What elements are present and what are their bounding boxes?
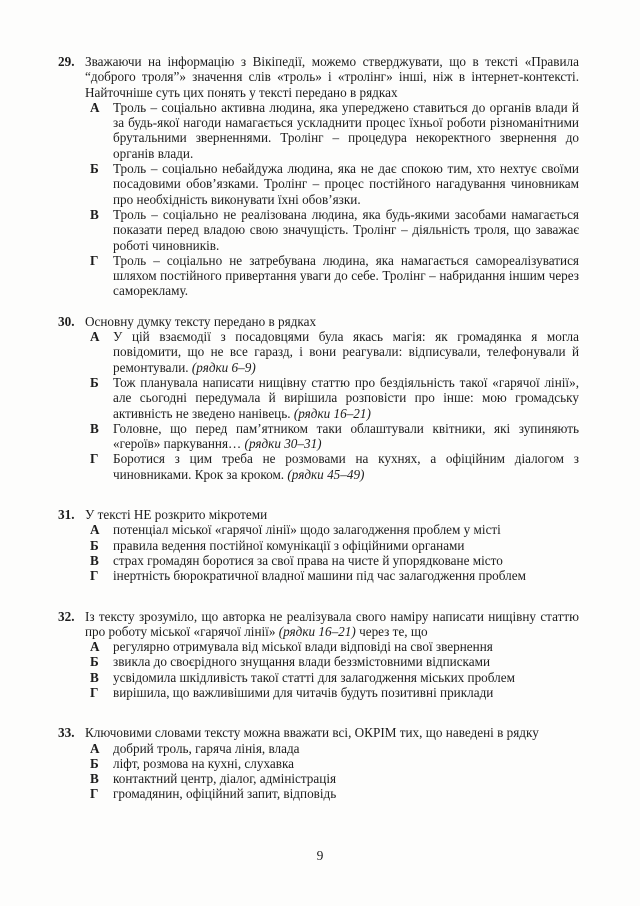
option-text-main: регулярно отримувала від міської влади відповіді на свої звернення [113, 639, 493, 655]
option-text [113, 685, 579, 700]
option-letter: Г [90, 568, 99, 584]
option-text [113, 207, 579, 253]
stem-text-after: через те, що [355, 623, 428, 639]
stem-line-ref: (рядки 16–21) [278, 623, 356, 639]
answer-option-b [85, 375, 579, 421]
option-text [113, 553, 579, 568]
option-text [113, 741, 579, 756]
option-letter: А [90, 740, 100, 756]
option-text-main: ліфт, розмова на кухні, слухавка [113, 755, 295, 771]
option-letter: Г [90, 451, 99, 467]
option-letter: Б [90, 374, 99, 390]
question-stem [85, 725, 579, 740]
option-text-main: Тож планувала написати нищівну статтю про бездіяльність такої «гарячої лінії», але сьогодні передумала й вирішила розповісти про інше: мою громадську активність не зведено нанівець. [113, 374, 579, 421]
option-letter: Б [90, 161, 99, 177]
option-text-main: Головне, що перед пам’ятником таки облаштували квітники, які зупиняють «героїв» паркування… [113, 420, 579, 452]
option-letter: Г [90, 252, 99, 268]
option-letter: Б [90, 755, 99, 771]
option-text [113, 375, 579, 421]
question-29 [58, 54, 579, 299]
question-31 [58, 507, 579, 583]
option-text [113, 421, 579, 452]
question-stem [85, 314, 579, 329]
question-number: 30. [58, 313, 75, 329]
stem-text: Ключовими словами тексту можна вважати всі, ОКРІМ тих, що наведені в рядку [85, 725, 539, 741]
question-body [85, 314, 579, 482]
option-letter: В [90, 552, 99, 568]
option-letter: Б [90, 654, 99, 670]
answer-option-b [85, 161, 579, 207]
answer-option-g [85, 786, 579, 801]
option-text-main: Троль – соціально небайдужа людина, яка не дає спокою тим, хто нехтує своїми посадовими обов’язками. Тролінг – процес постійного нагадування чиновникам про необхідність виконувати їхні обов’язки. [113, 161, 579, 207]
option-text [113, 100, 579, 161]
option-text-main: Боротися з цим треба не розмовами на кухнях, а офіційним діалогом з чиновниками. Крок за кроком. [113, 451, 579, 482]
question-32 [58, 609, 579, 701]
option-letter: В [90, 420, 99, 436]
option-text [113, 329, 579, 375]
question-33 [58, 725, 579, 801]
option-text-main: контактний центр, діалог, адміністрація [113, 771, 337, 787]
page-number: 9 [316, 848, 324, 863]
question-body [85, 725, 579, 801]
option-letter: В [90, 669, 99, 685]
option-text-main: У цій взаємодії з посадовцями була якась магія: як громадянка я могла повідомити, що не все гаразд, і вони реагували: відписували, телефонували й ремонтували. [113, 329, 579, 375]
stem-text: Зважаючи на інформацію з Вікіпедії, можемо стверджувати, що в тексті «Правила “доброго троля”» значення слів «троль» і «тролінг» інші, ніж в інтернет-контексті. Найточніше суть цих понять у тексті передано в рядках [85, 54, 579, 100]
option-letter: А [90, 99, 100, 115]
option-letter: Г [90, 786, 99, 802]
answer-option-v [85, 553, 579, 568]
question-body [85, 609, 579, 701]
question-number: 31. [58, 507, 75, 523]
answer-option-v [85, 771, 579, 786]
answer-option-v [85, 421, 579, 452]
question-number: 32. [58, 608, 75, 624]
answer-option-b [85, 654, 579, 669]
question-number: 33. [58, 725, 75, 741]
option-text-main: страх громадян боротися за свої права на чисте й упорядковане місто [113, 552, 503, 568]
answer-option-g [85, 568, 579, 583]
question-body [85, 54, 579, 299]
question-stem [85, 54, 579, 100]
question-body [85, 507, 579, 583]
answer-option-v [85, 207, 579, 253]
option-text-main: інертність бюрократичної владної машини під час залагодження проблем [113, 568, 526, 584]
option-text-main: громадянин, офіційний запит, відповідь [113, 786, 337, 802]
option-line-ref: (рядки 45–49) [287, 466, 365, 482]
option-letter: А [90, 522, 100, 538]
option-text-main: Троль – соціально не реалізована людина, яка будь-якими засобами намагається показати перед владою свою значущість. Тролінг – діяльність троля, що заважає роботі чиновників. [113, 206, 579, 253]
question-30 [58, 314, 579, 482]
answer-option-a [85, 639, 579, 654]
stem-text: Із тексту зрозуміло, що авторка не реалізувала свого наміру написати нищівну статтю про роботу міської «гарячої лінії» [85, 608, 579, 639]
option-text [113, 568, 579, 583]
test-questions-content [58, 54, 579, 827]
answer-option-g [85, 451, 579, 482]
question-number: 29. [58, 54, 75, 69]
option-text [113, 253, 579, 299]
option-text [113, 451, 579, 482]
option-text-main: добрий троль, гаряча лінія, влада [113, 740, 300, 756]
option-text [113, 161, 579, 207]
answer-option-g [85, 253, 579, 299]
option-text-main: Троль – соціально не затребувана людина, яка намагається самореалізуватися шляхом постійного привертання уваги до себе. Тролінг – набридання іншим через саморекламу. [113, 252, 579, 299]
answer-option-a [85, 100, 579, 161]
option-text [113, 756, 579, 771]
option-text [113, 654, 579, 669]
stem-text: Основну думку тексту передано в рядках [85, 313, 317, 329]
answer-option-a [85, 522, 579, 537]
question-stem [85, 507, 579, 522]
answer-option-v [85, 670, 579, 685]
answer-option-b [85, 538, 579, 553]
option-letter: Г [90, 684, 99, 700]
option-letter: В [90, 206, 99, 222]
option-letter: А [90, 639, 100, 655]
option-text-main: правила ведення постійної комунікації з офіційними органами [113, 537, 465, 553]
question-stem [85, 609, 579, 640]
option-letter: А [90, 329, 100, 345]
option-text [113, 771, 579, 786]
option-text-main: вирішила, що важливішими для читачів будуть позитивні приклади [113, 684, 494, 700]
answer-option-g [85, 685, 579, 700]
option-text [113, 639, 579, 654]
option-letter: В [90, 771, 99, 787]
option-text [113, 522, 579, 537]
option-letter: Б [90, 537, 99, 553]
option-line-ref: (рядки 30–31) [244, 436, 322, 452]
option-text [113, 786, 579, 801]
option-text-main: потенціал міської «гарячої лінії» щодо залагодження проблем у місті [113, 522, 501, 538]
option-text [113, 670, 579, 685]
stem-text: У тексті НЕ розкрито мікротеми [85, 507, 268, 523]
answer-option-a [85, 741, 579, 756]
option-line-ref: (рядки 6–9) [191, 359, 256, 375]
answer-option-a [85, 329, 579, 375]
option-line-ref: (рядки 16–21) [293, 405, 371, 421]
option-text-main: звикла до своєрідного знущання влади беззмістовними відписками [113, 654, 491, 670]
answer-option-b [85, 756, 579, 771]
option-text-main: Троль – соціально активна людина, яка упереджено ставиться до органів влади й за будь-якої нагоди намагається ускладнити процес їхньої роботи різноманітними брутальними зверненнями. Тролінг – процедура некоректного звернення до органів влади. [113, 99, 579, 161]
option-text [113, 538, 579, 553]
option-text-main: усвідомила шкідливість такої статті для залагодження міських проблем [113, 669, 515, 685]
